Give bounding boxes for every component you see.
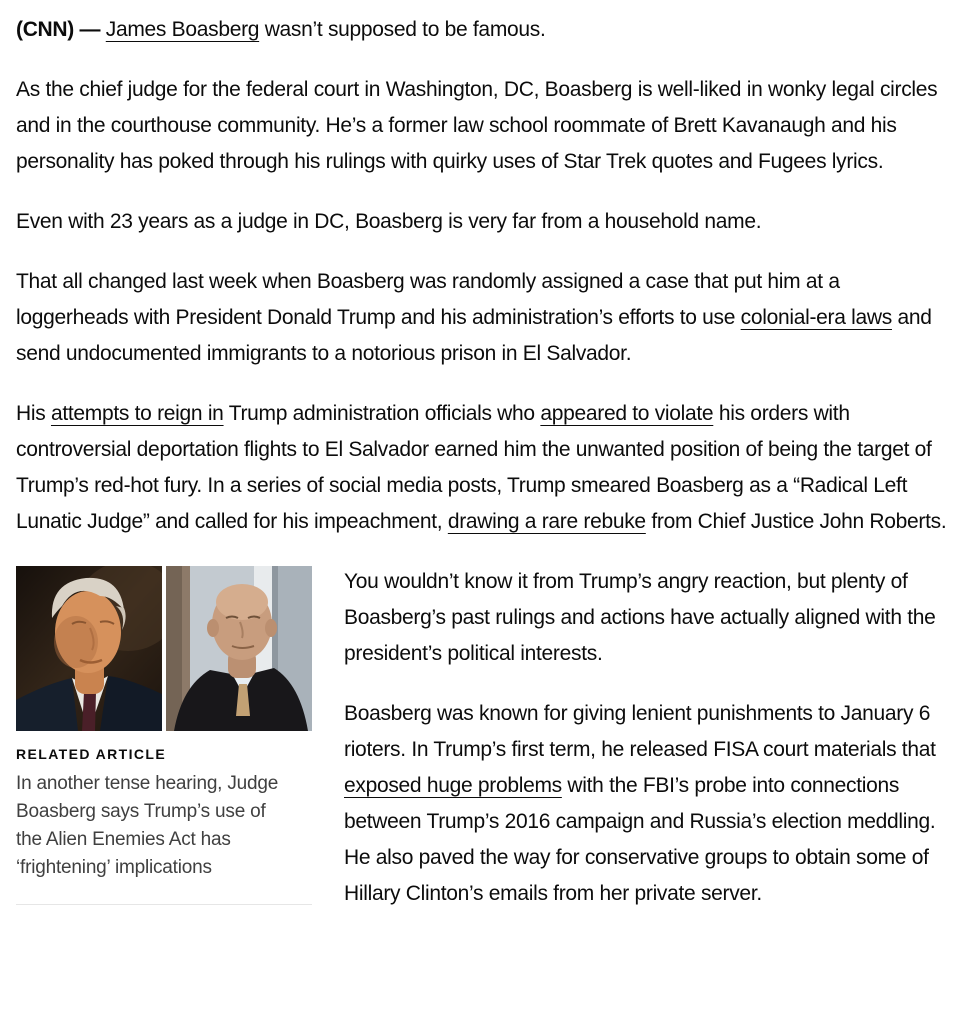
card-divider: [16, 904, 312, 905]
paragraph-7-text-a: Boasberg was known for giving lenient punishments to January 6 rioters. In Trump’s first term, he released FISA court materials that: [344, 702, 936, 761]
paragraph-2: As the chief judge for the federal court in Washington, DC, Boasberg is well-liked in wonky legal circles and in the courthouse community. He’s a former law school roommate of Brett Kavanaugh and his personality has poked through his rulings with quirky uses of Star Trek quotes and Fugees lyrics.: [16, 78, 938, 173]
boasberg-photo: [166, 566, 312, 731]
paragraph-6: You wouldn’t know it from Trump’s angry reaction, but plenty of Boasberg’s past rulings and actions have actually aligned with the president’s political interests.: [344, 570, 936, 665]
trump-photo: [16, 566, 162, 731]
paragraph-5-text-a: His: [16, 402, 51, 425]
link-james-boasberg[interactable]: James Boasberg: [105, 18, 260, 41]
paragraph-4-text-a: That all changed last week when Boasberg was randomly assigned a case that put him at a loggerheads with President Donald Trump and his administration’s efforts to use: [16, 270, 840, 329]
paragraph-4-text-b: and send undocumented immigrants to a notorious prison in El Salvador.: [16, 306, 932, 365]
paragraph-lede: [16, 12, 952, 48]
related-article-card[interactable]: [16, 566, 312, 961]
paragraph-5-text-c: his orders with controversial deportation flights to El Salvador earned him the unwanted position of being the target of Trump’s red-hot fury. In a series of social media posts, Trump smeared Boasberg as a “Radical Left Lunatic Judge” and called for his impeachment,: [16, 402, 932, 533]
link-drawing-a-rare-rebuke[interactable]: drawing a rare rebuke: [447, 510, 646, 533]
link-exposed-huge-problems[interactable]: exposed huge problems: [344, 774, 562, 797]
link-attempts-to-reign-in[interactable]: attempts to reign in: [50, 402, 224, 425]
paragraph-5: [16, 396, 952, 540]
paragraph-5-text-b: Trump administration officials who: [223, 402, 541, 425]
related-article-label: RELATED ARTICLE: [16, 746, 167, 762]
source-label: (CNN) —: [16, 18, 106, 41]
related-article-photos: [16, 566, 312, 731]
link-appeared-to-violate[interactable]: appeared to violate: [540, 402, 714, 425]
lede-text: wasn’t supposed to be famous.: [259, 18, 546, 41]
paragraph-7-text-b: with the FBI’s probe into connections between Trump’s 2016 campaign and Russia’s election meddling. He also paved the way for conservative groups to obtain some of Hillary Clinton’s emails from her private server.: [344, 774, 936, 905]
paragraph-5-text-d: from Chief Justice John Roberts.: [645, 510, 947, 533]
paragraph-3: Even with 23 years as a judge in DC, Boasberg is very far from a household name.: [16, 210, 762, 233]
related-article-title[interactable]: In another tense hearing, Judge Boasberg says Trump’s use of the Alien Enemies Act has ‘frightening’ implications: [16, 773, 279, 878]
paragraph-4: [16, 264, 952, 372]
link-colonial-era-laws[interactable]: colonial-era laws: [740, 306, 892, 329]
